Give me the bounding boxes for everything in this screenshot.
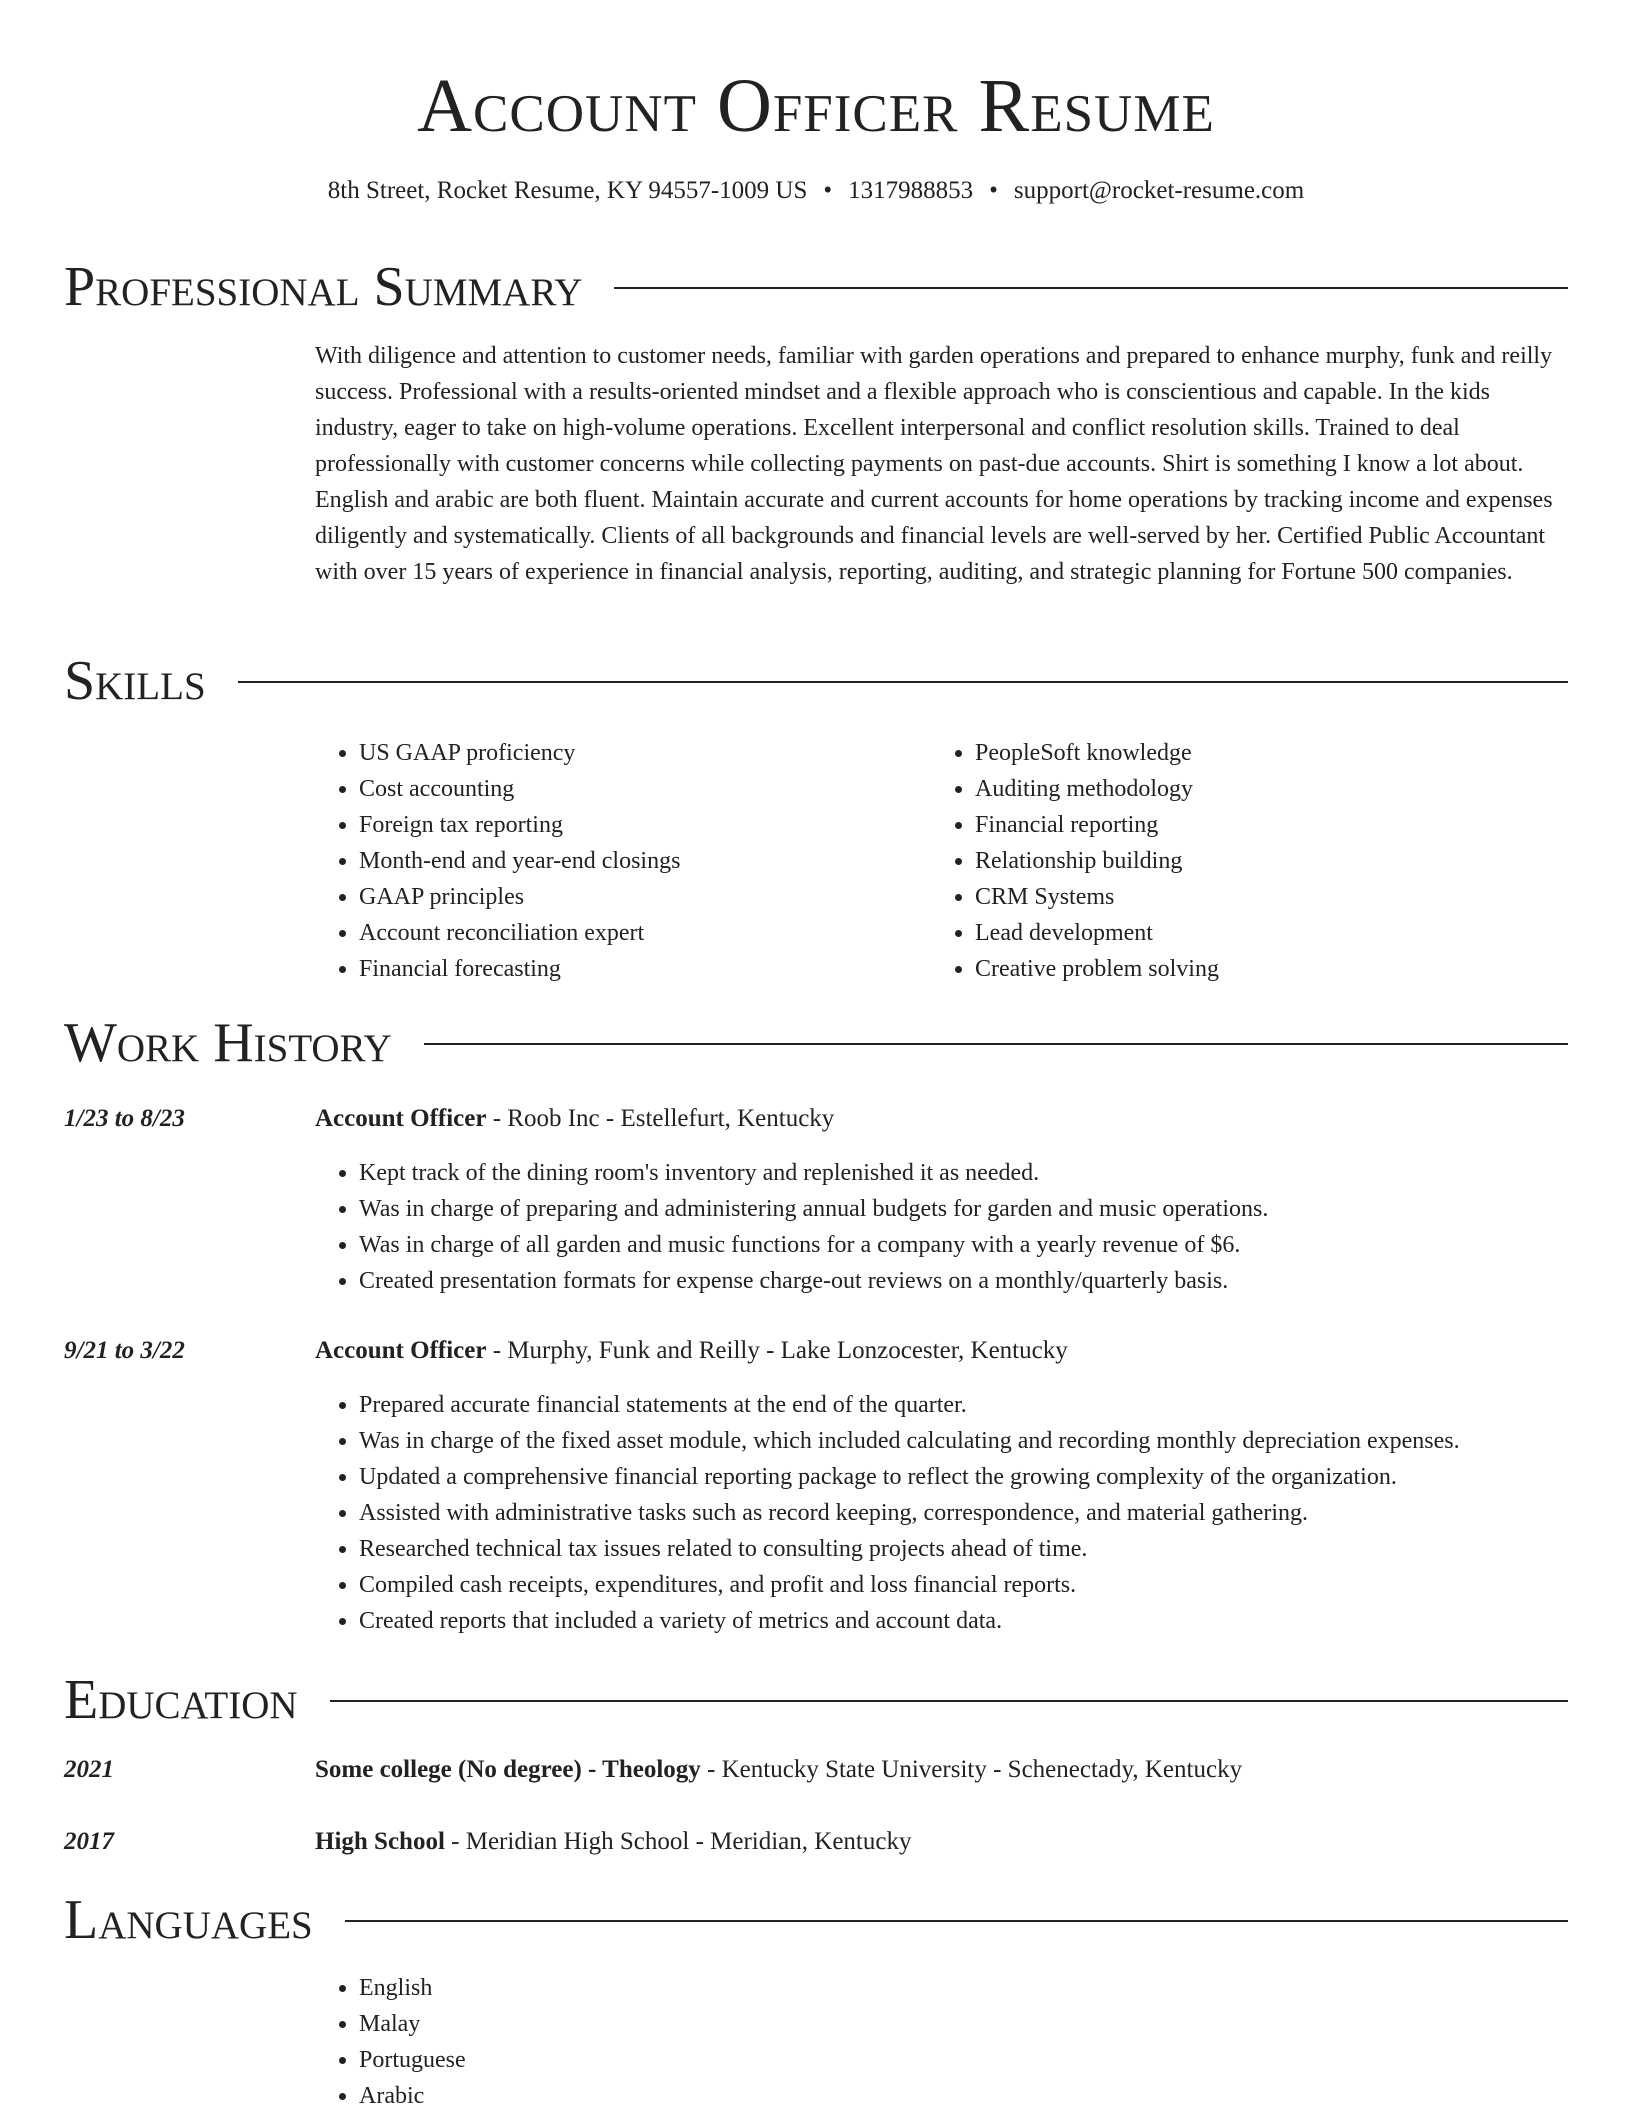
skill-item: • Relationship building xyxy=(975,843,1219,879)
skill-item: • Foreign tax reporting xyxy=(359,807,680,843)
duty-item: • Prepared accurate financial statements at the end of the quarter. xyxy=(359,1387,1460,1423)
contact-address: 8th Street, Rocket Resume, KY 94557-1009 US xyxy=(327,177,808,204)
contact-line xyxy=(0,174,1632,208)
skill-item: • Auditing methodology xyxy=(975,771,1219,807)
education-section-header xyxy=(64,1670,1568,1730)
education-degree: High School xyxy=(315,1828,445,1855)
language-item: • Portuguese xyxy=(359,2042,466,2078)
skill-item: • Cost accounting xyxy=(359,771,680,807)
language-item: • English xyxy=(359,1970,466,2006)
job-title: Account Officer xyxy=(315,1337,487,1364)
skills-heading: Skills xyxy=(64,650,206,712)
languages-heading: Languages xyxy=(64,1889,313,1951)
job-duties-list xyxy=(315,1387,1460,1639)
duty-item: • Created presentation formats for expense charge-out reviews on a monthly/quarterly basis. xyxy=(359,1263,1268,1299)
skill-item: • CRM Systems xyxy=(975,879,1219,915)
education-heading: Education xyxy=(64,1669,298,1731)
skills-list-left xyxy=(315,735,680,987)
work-heading: Work History xyxy=(64,1012,392,1074)
section-divider xyxy=(614,287,1568,289)
languages-list xyxy=(315,1970,466,2114)
education-school: - Meridian High School - Meridian, Kentucky xyxy=(444,1828,912,1855)
summary-section-header xyxy=(64,257,1568,317)
resume-title: Account Officer Resume xyxy=(417,64,1215,148)
duty-item: • Researched technical tax issues related to consulting projects ahead of time. xyxy=(359,1531,1460,1567)
duty-item: • Updated a comprehensive financial reporting package to reflect the growing complexity of the organization. xyxy=(359,1459,1460,1495)
skill-item: • Account reconciliation expert xyxy=(359,915,680,951)
contact-separator: • xyxy=(989,177,998,204)
summary-heading: Professional Summary xyxy=(64,256,583,318)
education-school: - Kentucky State University - Schenectady, Kentucky xyxy=(700,1756,1243,1783)
summary-text: With diligence and attention to customer needs, familiar with garden operations and prepared to enhance murphy, funk and reilly success. Professional with a results-oriented mindset and a flexible approach who is conscientious and capable. In the kids industry, eager to take on high-volume operations. Excellent interpersonal and conflict resolution skills. Trained to deal professionally with customer concerns while collecting payments on past-due accounts. Shirt is something I know a lot about. English and arabic are both fluent. Maintain accurate and current accounts for home operations by tracking income and expenses diligently and systematically. Clients of all backgrounds and financial levels are well-served by her. Certified Public Accountant with over 15 years of experience in financial analysis, reporting, auditing, and strategic planning for Fortune 500 companies. xyxy=(315,343,1553,585)
duty-item: • Was in charge of all garden and music functions for a company with a yearly revenue of $6. xyxy=(359,1227,1268,1263)
skill-item: • Financial forecasting xyxy=(359,951,680,987)
job-duties-list xyxy=(315,1155,1268,1299)
language-item: • Malay xyxy=(359,2006,466,2042)
section-divider xyxy=(345,1920,1568,1922)
duty-item: • Was in charge of preparing and administering annual budgets for garden and music operations. xyxy=(359,1191,1268,1227)
duty-item: • Assisted with administrative tasks such as record keeping, correspondence, and material gathering. xyxy=(359,1495,1460,1531)
skills-list-right xyxy=(931,735,1219,987)
section-divider xyxy=(424,1043,1568,1045)
section-divider xyxy=(330,1700,1568,1702)
skill-item: • US GAAP proficiency xyxy=(359,735,680,771)
education-heading-line xyxy=(315,1824,911,1860)
job-date: 1/23 to 8/23 xyxy=(64,1105,185,1132)
skill-item: • GAAP principles xyxy=(359,879,680,915)
section-divider xyxy=(238,681,1568,683)
skill-item: • Month-end and year-end closings xyxy=(359,843,680,879)
duty-item: • Compiled cash receipts, expenditures, and profit and loss financial reports. xyxy=(359,1567,1460,1603)
education-heading-line xyxy=(315,1752,1242,1788)
contact-email: support@rocket-resume.com xyxy=(1013,177,1305,204)
job-company: - Roob Inc - Estellefurt, Kentucky xyxy=(486,1105,835,1132)
job-date: 9/21 to 3/22 xyxy=(64,1337,185,1364)
education-date: 2017 xyxy=(64,1828,114,1855)
education-date: 2021 xyxy=(64,1756,114,1783)
skill-item: • Financial reporting xyxy=(975,807,1219,843)
skill-item: • Creative problem solving xyxy=(975,951,1219,987)
duty-item: • Created reports that included a variety of metrics and account data. xyxy=(359,1603,1460,1639)
job-title: Account Officer xyxy=(315,1105,487,1132)
skill-item: • PeopleSoft knowledge xyxy=(975,735,1219,771)
job-heading xyxy=(315,1101,834,1137)
contact-separator: • xyxy=(823,177,833,204)
education-degree: Some college (No degree) - Theology xyxy=(315,1756,701,1783)
contact-phone: 1317988853 xyxy=(848,177,974,204)
duty-item: • Was in charge of the fixed asset module, which included calculating and recording monthly depreciation expenses. xyxy=(359,1423,1460,1459)
job-company: - Murphy, Funk and Reilly - Lake Lonzocester, Kentucky xyxy=(486,1337,1068,1364)
language-item: • Arabic xyxy=(359,2078,466,2114)
skills-section-header xyxy=(64,651,1568,711)
job-heading xyxy=(315,1333,1068,1369)
duty-item: • Kept track of the dining room's inventory and replenished it as needed. xyxy=(359,1155,1268,1191)
work-section-header xyxy=(64,1013,1568,1073)
skill-item: • Lead development xyxy=(975,915,1219,951)
languages-section-header xyxy=(64,1890,1568,1950)
